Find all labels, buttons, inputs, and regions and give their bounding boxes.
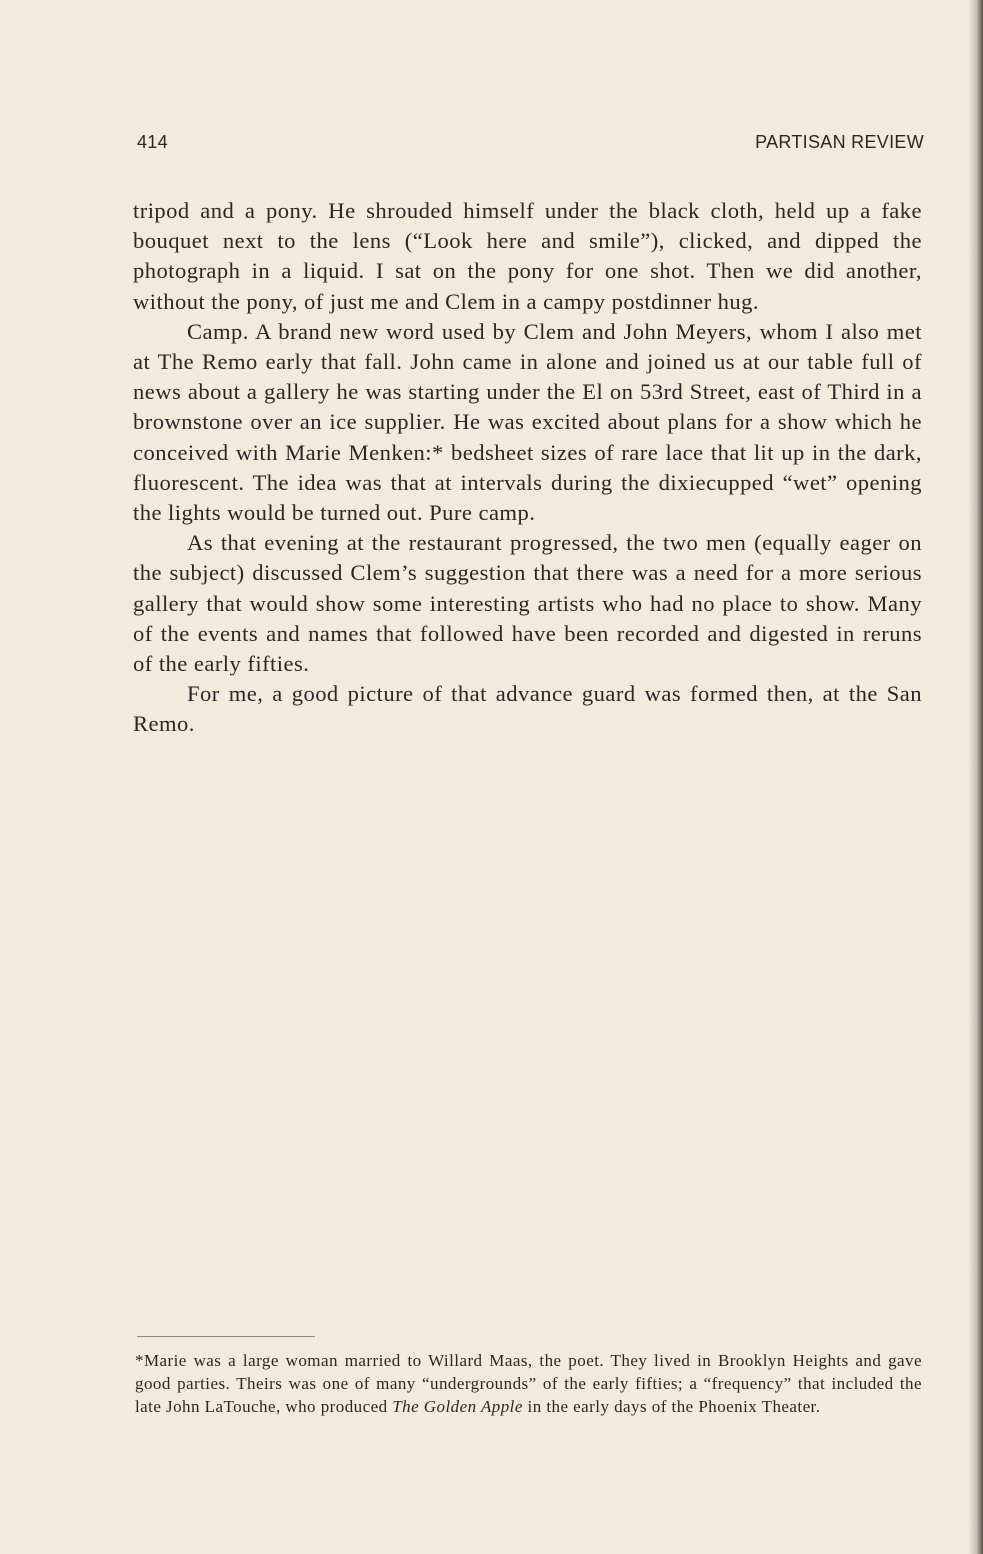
footnote-paragraph xyxy=(135,1349,922,1418)
footnote xyxy=(135,1349,922,1418)
paragraph: For me, a good picture of that advance guard was formed then, at the San Remo. xyxy=(133,681,922,737)
footnote-text-end: in the early days of the Phoenix Theater. xyxy=(522,1397,821,1416)
body-text xyxy=(133,196,922,740)
footnote-italic-title: The Golden Apple xyxy=(392,1397,523,1416)
journal-title: PARTISAN REVIEW xyxy=(755,132,924,152)
paragraph: As that evening at the restaurant progressed, the two men (equally eager on the subject) discussed Clem’s suggestion that there was a need for a more serious gallery that would show some interesting artists who had no place to show. Many of the events and names that followed have been recorded and digested in reruns of the early fifties. xyxy=(133,530,922,677)
running-head xyxy=(137,132,924,158)
footnote-text: *Marie was a large woman married to Willard Maas, the poet. They lived in Brooklyn Heights and gave good parties. Theirs was one of many “undergrounds” of the early fifties; a “frequency” that included the late John LaTouche, who produced xyxy=(135,1351,922,1416)
paragraph: Camp. A brand new word used by Clem and John Meyers, whom I also met at The Remo early that fall. John came in alone and joined us at our table full of news about a gallery he was starting under the El on 53rd Street, east of Third in a brownstone over an ice supplier. He was excited about plans for a show which he conceived with Marie Menken:* bedsheet sizes of rare lace that lit up in the dark, fluorescent. The idea was that at intervals during the dixiecupped “wet” opening the lights would be turned out. Pure camp. xyxy=(133,318,922,526)
footnote-divider xyxy=(137,1336,315,1337)
page-number: 414 xyxy=(137,132,168,152)
page-edge-shadow xyxy=(969,0,983,1554)
paragraph: tripod and a pony. He shrouded himself under the black cloth, held up a fake bouquet next to the lens (“Look here and smile”), clicked, and dipped the photograph in a liquid. I sat on the pony for one shot. Then we did another, without the pony, of just me and Clem in a campy postdinner hug. xyxy=(133,198,922,314)
